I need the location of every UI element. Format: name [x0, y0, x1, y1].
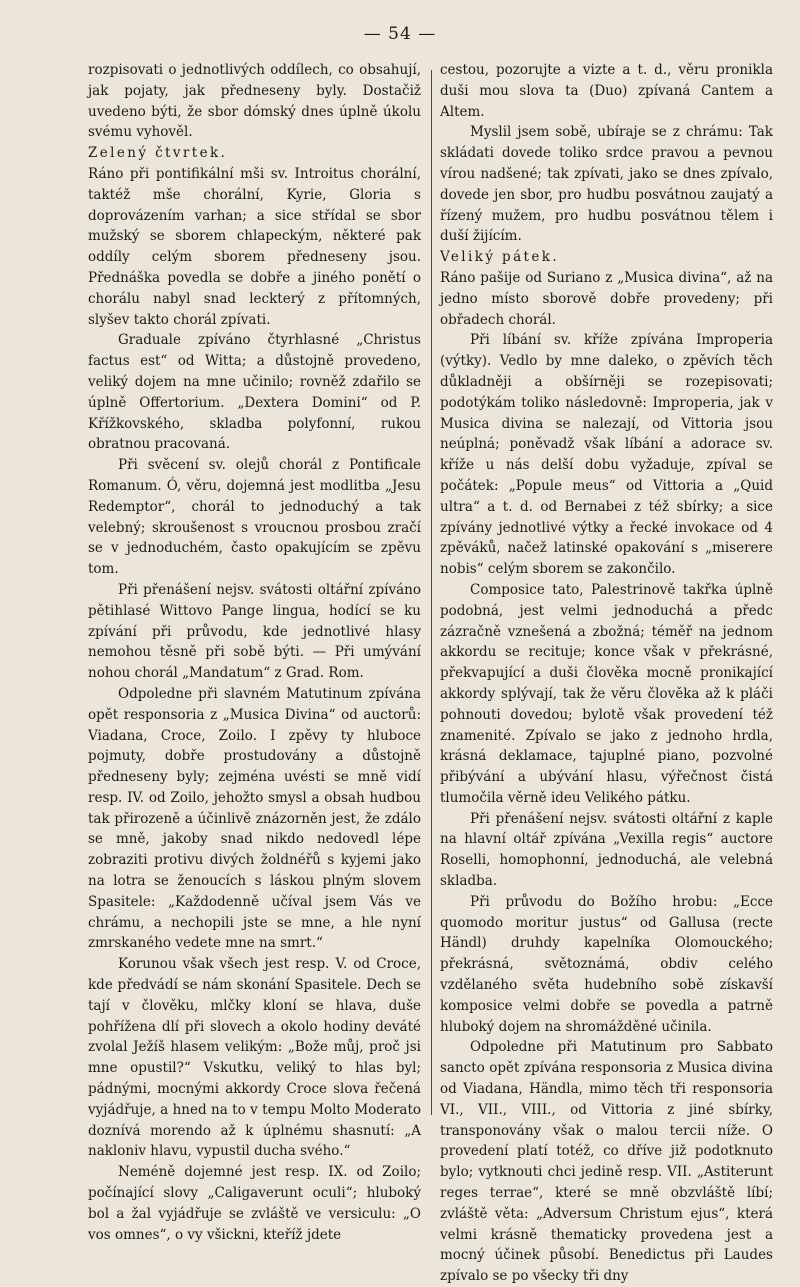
paragraph: Korunou však všech jest resp. V. od Croce, kde předvádí se nám skonání Spasitele. Dech se tají v člověku, mlčky kloní se hlava, duše pohřížena dlí při slovech a okolo hodiny deváté zvolal Ježíš hlasem velikým: „Bože můj, proč jsi mne opustil?“ Vskutku, veliký to hlas byl; pádnými, mocnými akkordy Croce slova řečená vyjádřuje, a hned na to v tempu Molto Moderato doznívá morendo až k úplnému shasnutí: „A nakloniv hlavu, vypustil ducha svého.“: [88, 956, 421, 1160]
left-column: [88, 60, 421, 1245]
paragraph: Při přenášení nejsv. svátosti oltářní zpíváno pětihlasé Wittovo Pange lingua, hodící se ku zpívání při průvodu, kde jednotlivé hlasy nemohou těsně při sobě býti. — Při umývání nohou chorál „Mandatum“ z Grad. Rom.: [88, 581, 421, 682]
page-number: — 54 —: [363, 24, 437, 44]
paragraph: Myslil jsem sobě, ubíraje se z chrámu: Tak skládati dovede toliko srdce pravou a pevnou vírou nadšené; tak zpívati, jako se dnes zpívalo, dovede jen sbor, pro hudbu posvátnou zaujatý a řízený mužem, pro hudbu posvátnou tělem i duší žijícím.: [440, 124, 773, 245]
paragraph: Neméně dojemné jest resp. IX. od Zoilo; počínající slovy „Caligaverunt oculi“; hluboký bol a žal vyjádřuje se zvláště ve versiculu: „O vos omnes“, o vy všickni, kteříž jdete: [88, 1164, 421, 1243]
right-column: [440, 60, 773, 1287]
paragraph: cestou, pozorujte a vizte a t. d., věru pronikla duši mou slova ta (Duo) zpívaná Cantem a Altem.: [440, 62, 773, 120]
paragraph: Odpoledne při Matutinum pro Sabbato sancto opět zpívána responsoria z Musica divina od Viadana, Händla, mimo těch tři responsoria VI., VII., VIII., od Vittoria z jiné sbírky, transponovány však o malou tercii níže. O provedení platí totéž, co dříve již podotknuto bylo; vytknouti chci jedině resp. VII. „Astiterunt reges terrae“, které se mně obzvláště líbí; zvláště věta: „Adversum Christum ejus“, která velmi krásně thematicky provedena jest a mocný účinek působí. Benedictus při Laudes zpívalo se po všecky tři dny: [440, 1039, 773, 1285]
paragraph: Odpoledne při slavném Matutinum zpívána opět responsoria z „Musica Divina“ od auctorů: Viadana, Croce, Zoilo. I zpěvy ty hluboce pojmuty, dobře prostudovány a důstojně předneseny byly; zejména uvésti se mně vidí resp. IV. od Zoilo, jehožto smysl a obsah hudbou tak přirozeně a účinlivě znázorněn jest, že zdálo se mně, jakoby snad nikdo nedovedl lépe zobraziti protivu divých žoldnéřů s kyjemi jako na lotra se ženoucích s láskou plným slovem Spasitele: „Každodenně učíval jsem Vás ve chrámu, a nechopili jste se mne, a hle nyní zmrskaného vedete mne na smrt.“: [88, 685, 421, 952]
paragraph: Ráno pašije od Suriano z „Musica divina“, až na jedno místo sborově dobře provedeny; při obřadech chorál.: [440, 269, 773, 328]
paragraph: Při přenášení nejsv. svátosti oltářní z kaple na hlavní oltář zpívána „Vexilla regis“ auctore Roselli, homophonní, jednoduchá, ale velebná skladba.: [440, 810, 773, 890]
column-divider: [431, 70, 432, 1115]
paragraph: Při líbání sv. kříže zpívána Improperia (výtky). Vedlo by mne daleko, o zpěvích těch důkladněji a obšírněji se rozepisovati; podotýkám toliko následovně: Improperia, jak v Musica divina se nalezají, od Vittoria jsou neúplná; poněvadž však líbání a adorace sv. kříže u nás delší dobu vyžaduje, zpíval se počátek: „Popule meus“ od Vittoria a „Quid ultra“ a t. d. od Bernabei z též sbírky; a sice zpívány jednotlivé výtky a řecké invokace od 4 zpěváků, načež latinské opakování s „miserere nobis“ celým sborem se zakončilo.: [440, 332, 773, 578]
paragraph: Při svěcení sv. olejů chorál z Pontificale Romanum. Ó, věru, dojemná jest modlitba „Jesu Redemptor“, chorál to jednoduchý a tak velebný; skroušenost s vroucnou prosbou zračí se v jednoduchém, často opakujícím se zpěvu tom.: [88, 457, 421, 578]
paragraph: Graduale zpíváno čtyrhlasné „Christus factus est“ od Witta; a důstojně provedeno, veliký dojem na mne učinilo; rovněž zdařilo se úplně Offertorium. „Dextera Domini“ od P. Křížkovského, skladba polyfonní, rukou obratnou pracovaná.: [88, 332, 421, 453]
section-heading: Veliký pátek.: [440, 249, 560, 266]
paragraph: rozpisovati o jednotlivých oddílech, co obsahují, jak pojaty, jak předneseny byly. Dostačiž uvedeno býti, že sbor dómský dnes úplně úkolu svému vyhověl.: [88, 62, 421, 141]
section-heading: Zelený čtvrtek.: [88, 145, 228, 162]
paragraph: Při průvodu do Božího hrobu: „Ecce quomodo moritur justus“ od Gallusa (recte Händl) druhdy kapelníka Olomouckého; překrásná, světoznámá, obdiv celého vzdělaného světa hudebního sobě získavší komposice velmi dobře se povedla a patrně hluboký dojem na shromážděné učinila.: [440, 893, 773, 1035]
paragraph: Composice tato, Palestrinově takřka úplně podobná, jest velmi jednoduchá a předc zázračně vznešená a zbožná; téměř na jednom akkordu se recituje; konce však v překrásné, překvapující a duši člověka mocně pronikající akkordy splývají, tak že věru člověka až k pláči pohnouti dovedou; bylotě však provedení též znamenité. Zpívalo se jako z jednoho hrdla, krásná deklamace, tajuplné piano, pozvolné přibývání a ubývání hlasu, výřečnost čistá tlumočila věrně ideu Velikého pátku.: [440, 581, 773, 806]
paragraph: Ráno při pontifikální mši sv. Introitus chorální, taktéž mše chorální, Kyrie, Gloria s doprovázením varhan; a sice střídal se sbor mužský se sborem chlapeckým, některé pak oddíly celým sborem předneseny jsou. Přednáška povedla se dobře a jiného ponětí o chorálu nabyl snad leckterý z přítomných, slyšev takto chorál zpívati.: [88, 165, 421, 328]
